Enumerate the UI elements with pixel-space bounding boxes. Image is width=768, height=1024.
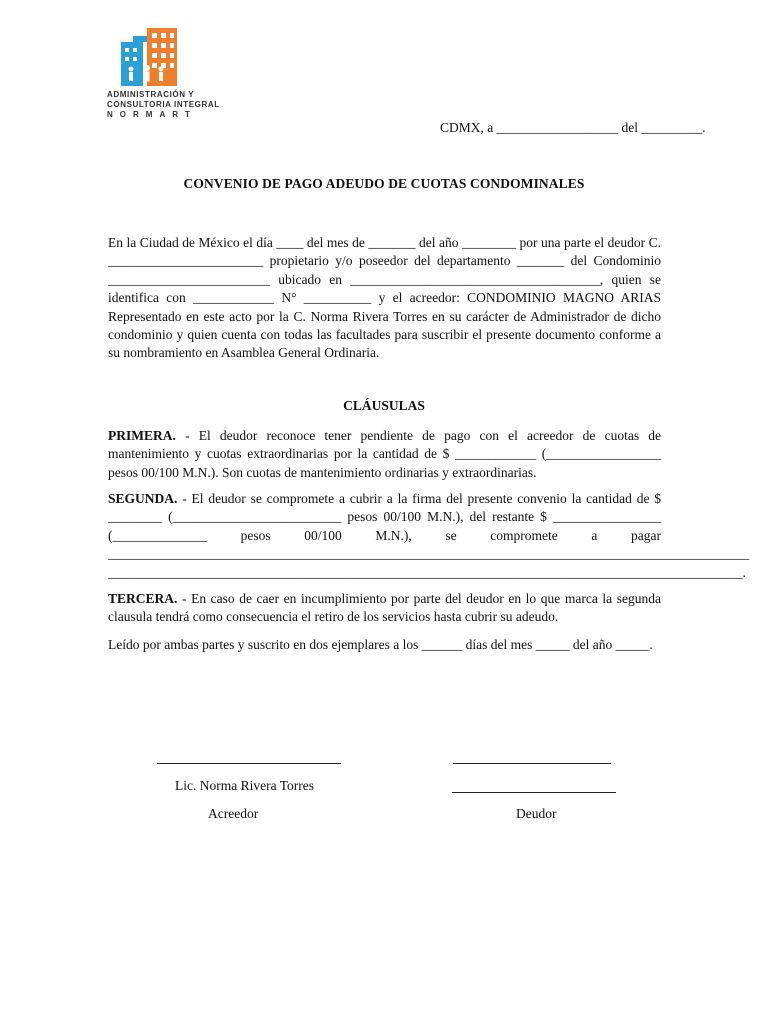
acreedor-role: Acreedor [208, 806, 259, 821]
clause-primera [108, 427, 661, 482]
clausulas-heading: CLÁUSULAS [343, 398, 425, 413]
logo-text [107, 90, 227, 120]
clause-tercera-text: - En caso de caer en incumplimiento por parte del deudor en lo que marca la segunda clausula tendrá como consecuencia el retiro de los servicios hasta cubrir su adeudo. [108, 591, 661, 625]
clause-tercera [108, 590, 661, 627]
logo-brand: NORMART [107, 110, 197, 119]
deudor-signature-line [453, 763, 611, 764]
deudor-role: Deudor [516, 806, 557, 821]
clause-segunda-text: - El deudor se compromete a cubrir a la firma del presente convenio la cantidad de $ ________ (_________________________ pesos 00/100 M.N.), del restante $ ________________ (______________ pesos 00/100 M.N.), se compromete a pagar _______________________________________________________________________________________________ ______________________________________________________________________________________________. [108, 491, 750, 580]
clause-tercera-label: TERCERA. [108, 591, 178, 606]
deudor-name-line [452, 792, 616, 793]
acreedor-name: Lic. Norma Rivera Torres [175, 778, 315, 793]
closing-paragraph: Leído por ambas partes y suscrito en dos ejemplares a los ______ días del mes _____ del año _____. [108, 637, 653, 652]
clause-segunda-label: SEGUNDA. [108, 491, 178, 506]
logo-line-2: CONSULTORIA INTEGRAL [107, 100, 220, 109]
clause-primera-label: PRIMERA. [108, 428, 176, 443]
date-line: CDMX, a __________________ del _________. [440, 120, 706, 135]
clause-primera-text: - El deudor reconoce tener pendiente de pago con el acreedor de cuotas de mantenimiento y cuotas extraordinarias por la cantidad de $ ____________ (_________________ pesos 00/100 M.N.). Son cuotas de mantenimiento ordinarias y extraordinarias. [108, 428, 661, 480]
logo-line-1: ADMINISTRACIÓN Y [107, 90, 195, 99]
clause-segunda [108, 490, 750, 582]
company-logo [107, 28, 227, 120]
document-title: CONVENIO DE PAGO ADEUDO DE CUOTAS CONDOMINALES [183, 176, 585, 191]
intro-paragraph: En la Ciudad de México el día ____ del mes de _______ del año ________ por una parte el deudor C. _______________________ propietario y/o poseedor del departamento _______ del Condominio ________________________ ubicado en _____________________________________, quien se identifica con ____________ N° __________ y el acreedor: CONDOMINIO MAGNO ARIAS Representado en este acto por la C. Norma Rivera Torres en su carácter de Administrador de dicho condominio y quien cuenta con todas las facultades para suscribir el presente documento conforme a su nombramiento en Asamblea General Ordinaria. [108, 235, 661, 361]
building-logo-icon [107, 28, 183, 86]
acreedor-signature-line [157, 763, 341, 764]
